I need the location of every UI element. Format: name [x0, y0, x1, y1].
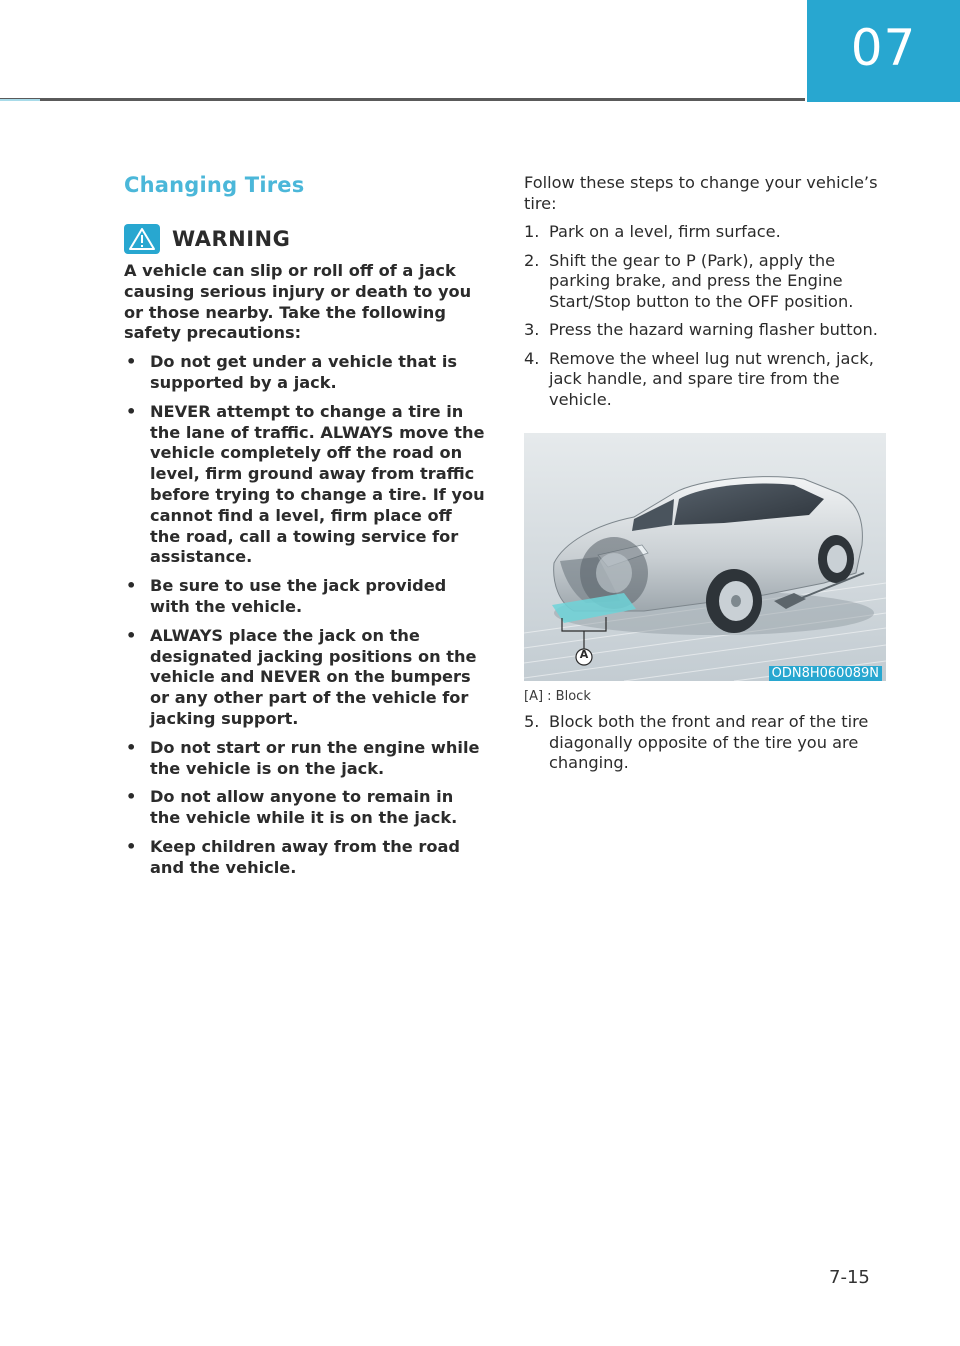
list-item	[124, 576, 486, 618]
bullet: •	[126, 576, 137, 596]
step-text: Park on a level, firm surface.	[549, 222, 781, 241]
steps-list-continued	[524, 712, 886, 774]
warning-lead: A vehicle can slip or roll off of a jack causing serious injury or death to you or those nearby. Take the following safety precautions:	[124, 261, 472, 343]
step-item	[524, 320, 886, 341]
step-number: 4.	[524, 348, 540, 368]
right-column	[524, 170, 886, 774]
step-item	[524, 349, 886, 411]
bullet: •	[126, 401, 137, 421]
step-item	[524, 222, 886, 243]
car-illustration	[524, 433, 886, 681]
step-number: 5.	[524, 712, 540, 731]
bullet-text: ALWAYS place the jack on the designated jacking positions on the vehicle and NEVER on the bumpers or any other part of the vehicle for jacking support.	[150, 625, 477, 728]
warning-label: WARNING	[172, 227, 291, 251]
section-title: Changing Tires	[124, 173, 305, 197]
bullet-text: Keep children away from the road and the vehicle.	[150, 836, 460, 877]
header-rule	[0, 98, 805, 101]
chapter-tab	[807, 0, 960, 102]
figure-caption: [A] : Block	[524, 689, 591, 704]
header-rule-accent	[0, 99, 40, 101]
step-text: Shift the gear to P (Park), apply the parking brake, and press the Engine Start/Stop button to the OFF position.	[549, 250, 854, 311]
list-item	[124, 352, 486, 394]
bullet: •	[126, 352, 137, 372]
car-drawing	[524, 433, 886, 681]
list-item	[124, 787, 486, 829]
bullet-text: NEVER attempt to change a tire in the lane of traffic. ALWAYS move the vehicle completely off the road on level, firm ground away from traffic before trying to change a tire. If you cannot find a level, firm place off the road, call a towing service for assistance.	[150, 401, 485, 567]
bullet-text: Do not get under a vehicle that is supported by a jack.	[150, 352, 458, 392]
figure-code: ODN8H060089N	[769, 666, 882, 681]
step-text: Remove the wheel lug nut wrench, jack, jack handle, and spare tire from the vehicle.	[549, 348, 874, 409]
list-item	[124, 402, 486, 568]
step-item	[524, 251, 886, 313]
warning-list	[124, 352, 486, 878]
bullet: •	[126, 737, 137, 757]
step-number: 1.	[524, 222, 540, 241]
step-item	[524, 712, 886, 774]
left-column	[124, 170, 486, 879]
list-item	[124, 738, 486, 780]
bullet-text: Do not allow anyone to remain in the vehicle while it is on the jack.	[150, 787, 458, 828]
callout-letter: A	[579, 648, 589, 661]
steps-list	[524, 222, 886, 410]
step-number: 2.	[524, 250, 540, 270]
warning-triangle-icon	[124, 224, 160, 254]
list-item	[124, 626, 486, 730]
bullet: •	[126, 836, 137, 856]
page-number: 7-15	[829, 1267, 870, 1288]
warning-header	[124, 224, 486, 254]
intro-text: Follow these steps to change your vehicle’s tire:	[524, 173, 878, 213]
step-text: Block both the front and rear of the tire diagonally opposite of the tire you are changing.	[549, 712, 869, 772]
step-number: 3.	[524, 320, 540, 339]
chapter-number: 07	[850, 19, 917, 77]
list-item	[124, 837, 486, 879]
bullet-text: Do not start or run the engine while the vehicle is on the jack.	[150, 737, 480, 778]
step-text: Press the hazard warning flasher button.	[549, 320, 878, 339]
bullet: •	[126, 787, 137, 807]
bullet: •	[126, 625, 137, 645]
bullet-text: Be sure to use the jack provided with the vehicle.	[150, 576, 447, 616]
